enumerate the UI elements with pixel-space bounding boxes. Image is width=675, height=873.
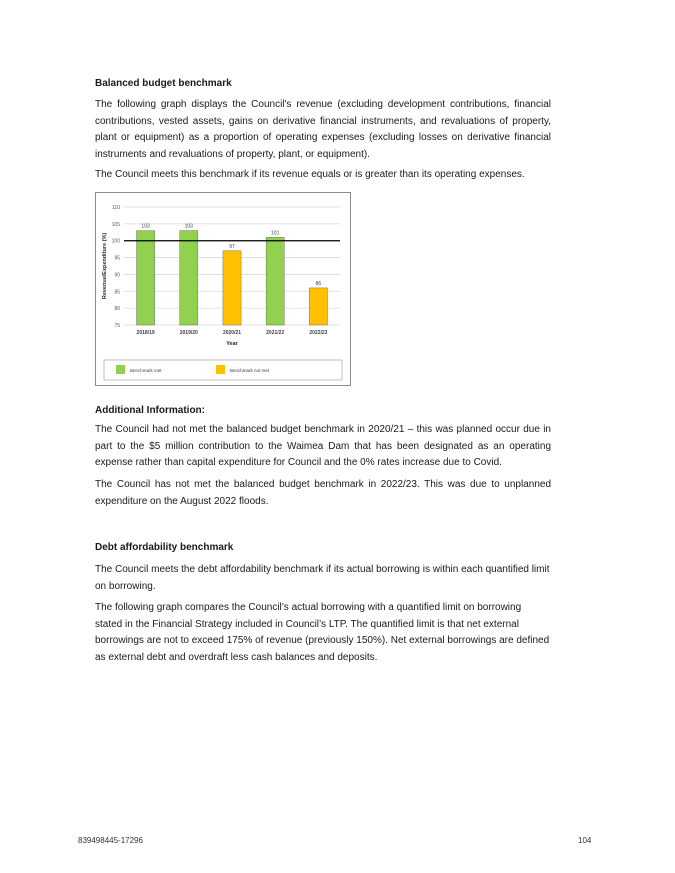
paragraph-2020-21-explanation: The Council had not met the balanced budget benchmark in 2020/21 – this was planned occur due in part to the $5 million contribution to the Waimea Dam that has been designated as an operating expense rather than capital expenditure for Council and the 0% rates increase due to Covid. (95, 424, 551, 468)
y-axis-title: Revenue/Expenditure (%) (102, 232, 108, 300)
legend-label: Benchmark not met (230, 368, 270, 373)
paragraph-debt-benchmark-condition: The Council meets the debt affordability benchmark if its actual borrowing is within each quantified limit on borrowing. (95, 564, 550, 592)
y-tick-label: 90 (114, 272, 120, 279)
bar-data-label: 86 (315, 280, 322, 287)
bar-2019/20 (180, 231, 198, 325)
y-tick-label: 80 (114, 306, 120, 313)
paragraph-graph-description: The following graph displays the Council's revenue (excluding development contributions, financial contributions, vested assets, gains on derivative financial instruments, and revaluations of property, plant or equipment) as a proportion of operating expenses (excluding losses on derivative financial instruments and revaluations of property, plant, or equipment). (95, 99, 551, 160)
chart-canvas (96, 193, 350, 385)
y-tick-label: 105 (111, 221, 120, 228)
section-heading-balanced-budget: Balanced budget benchmark (95, 78, 232, 89)
bar-data-label: 97 (229, 243, 235, 250)
y-tick-label: 110 (112, 205, 120, 211)
y-tick-label: 75 (114, 323, 120, 329)
paragraph-2022-23-explanation: The Council has not met the balanced budget benchmark in 2022/23. This was due to unplanned expenditure on the August 2022 floods. (95, 479, 551, 507)
bar-2022/23 (309, 288, 327, 325)
x-tick-label: 2020/21 (222, 330, 242, 336)
x-axis-title: Year (226, 341, 238, 347)
x-tick-label: 2022/23 (309, 330, 328, 336)
x-tick-label: 2018/19 (136, 330, 155, 336)
footer-page-number: 104 (578, 836, 592, 845)
x-tick-label: 2019/20 (179, 330, 198, 336)
footer-document-id: 839498445-17296 (78, 836, 143, 845)
section-heading-additional-info: Additional Information: (95, 405, 205, 416)
bar-data-label: 103 (141, 223, 150, 230)
bar-data-label: 103 (184, 223, 193, 230)
balanced-budget-chart (95, 192, 351, 386)
bar-2021/22 (266, 237, 284, 325)
y-tick-label: 95 (114, 255, 120, 262)
paragraph-debt-graph-description: The following graph compares the Council’s actual borrowing with a quantified limit on borrowing stated in the Financial Strategy included in Council’s LTP. The quantified limit is that net external borrowings are not to exceed 175% of revenue (previously 150%). Net external borrowings are defined as external debt and overdraft less cash balances and deposits. (95, 602, 550, 663)
bar-2020/21 (223, 251, 241, 325)
legend-label: Benchmark met (130, 368, 162, 373)
paragraph-benchmark-condition: The Council meets this benchmark if its revenue equals or is greater than its operating expenses. (95, 169, 525, 180)
bar-data-label: 101 (271, 230, 280, 237)
section-heading-debt-affordability: Debt affordability benchmark (95, 542, 234, 553)
y-tick-label: 85 (114, 289, 120, 296)
legend-swatch-not-met (216, 365, 225, 374)
legend-swatch-met (116, 365, 125, 374)
x-tick-label: 2021/22 (266, 330, 285, 336)
y-tick-label: 100 (111, 238, 120, 245)
bar-2018/19 (137, 231, 155, 325)
